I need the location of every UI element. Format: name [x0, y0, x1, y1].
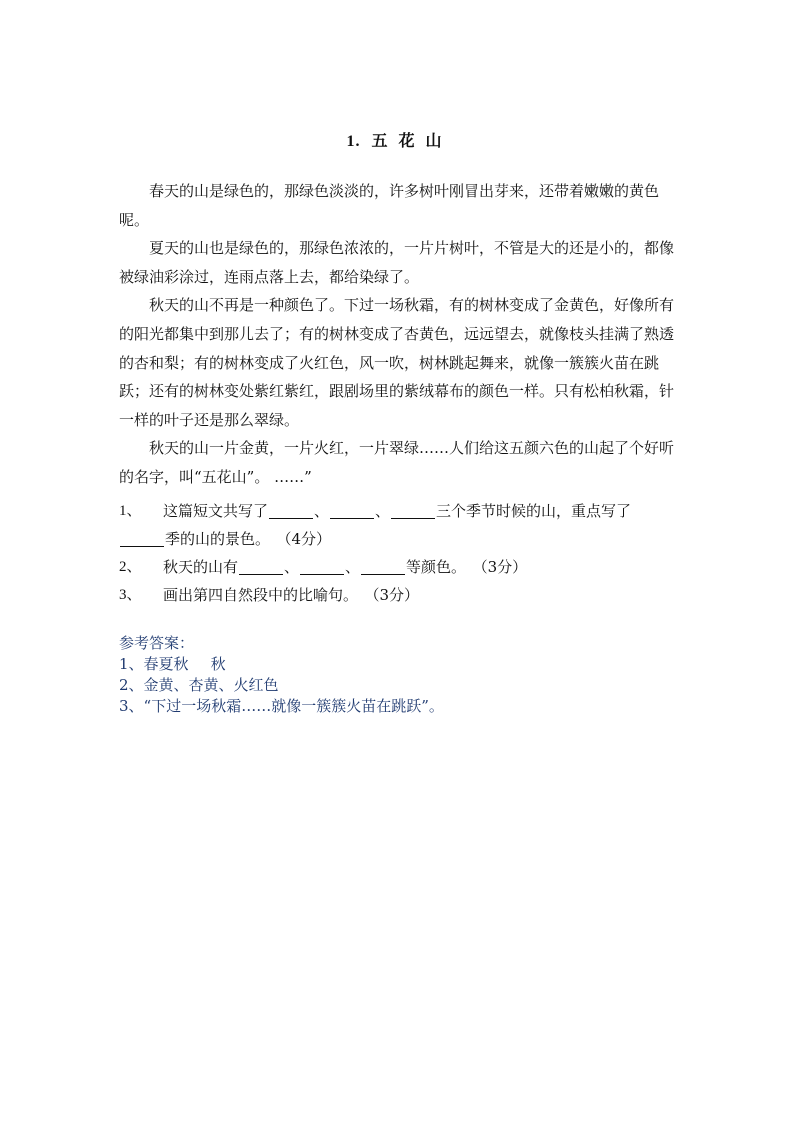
page-title: [0, 128, 794, 151]
answer-blank[interactable]: [361, 556, 405, 575]
question-score: （4分）: [284, 530, 332, 548]
answer-key: [119, 633, 679, 717]
answer-heading: 参考答案：: [119, 634, 195, 652]
question-number: 3、: [119, 587, 142, 603]
answer-text: 金黄、杏黄、火红色: [143, 676, 279, 694]
question-list: [119, 497, 679, 609]
question-text: 画出第四自然段中的比喻句。: [163, 586, 359, 604]
answer-number: 3、: [119, 697, 144, 715]
answer-blank[interactable]: [391, 500, 435, 519]
answer-text: 春夏秋: [143, 655, 189, 673]
answer-text: 秋: [210, 655, 226, 673]
question-item: [119, 497, 679, 553]
title-char: 山: [425, 131, 443, 150]
title-char: 五: [371, 131, 389, 150]
answer-blank[interactable]: [269, 500, 313, 519]
question-number: 1、: [119, 503, 142, 519]
question-text: 、: [345, 558, 361, 576]
answer-blank[interactable]: [330, 500, 374, 519]
question-continuation: [119, 525, 679, 553]
title-number: 1.: [346, 133, 361, 150]
question-text: 、: [314, 502, 330, 520]
question-number: 2、: [119, 559, 142, 575]
passage-paragraph: 秋天的山不再是一种颜色了。下过一场秋霜，有的树林变成了金黄色，好像所有的阳光都集中到那儿去了；有的树林变成了杏黄色，远远望去，就像枝头挂满了熟透的杏和梨；有的树林变成了火红色，风一吹，树林跳起舞来，就像一簇簇火苗在跳跃；还有的树林变处紫红紫红，跟剧场里的紫绒幕布的颜色一样。只有松柏秋霜，针一样的叶子还是那么翠绿。: [119, 296, 675, 429]
answer-line: [119, 696, 679, 717]
question-text: 、: [284, 558, 300, 576]
passage-paragraph: 秋天的山一片金黄，一片火红，一片翠绿……人们给这五颜六色的山起了个好听的名字，叫“五花山”。 ……”: [119, 439, 675, 486]
question-text: 秋天的山有: [163, 558, 239, 576]
reading-passage: [119, 177, 679, 492]
question-text: 、: [375, 502, 391, 520]
question-item: [119, 581, 679, 609]
answer-line: [119, 654, 679, 675]
answer-blank[interactable]: [300, 556, 344, 575]
answer-blank[interactable]: [120, 528, 164, 547]
question-item: [119, 553, 679, 581]
question-text: 等颜色。: [406, 558, 467, 576]
answer-line: [119, 675, 679, 696]
passage-paragraph: 春天的山是绿色的，那绿色淡淡的，许多树叶刚冒出芽来，还带着嫩嫩的黄色呢。: [119, 182, 660, 229]
title-char: 花: [398, 131, 416, 150]
answer-number: 2、: [119, 676, 144, 694]
passage-paragraph: 夏天的山也是绿色的，那绿色浓浓的，一片片树叶，不管是大的还是小的，都像被绿油彩涂过，连雨点落上去，都给染绿了。: [119, 239, 675, 286]
question-text: 三个季节时候的山，重点写了: [436, 502, 632, 520]
question-score: （3分）: [480, 558, 528, 576]
answer-blank[interactable]: [239, 556, 283, 575]
question-text: 这篇短文共写了: [163, 502, 269, 520]
question-text: 季的山的景色。: [165, 530, 271, 548]
question-score: （3分）: [372, 586, 420, 604]
answer-number: 1、: [119, 655, 144, 673]
answer-text: “下过一场秋霜……就像一簇簇火苗在跳跃”。: [143, 697, 444, 715]
